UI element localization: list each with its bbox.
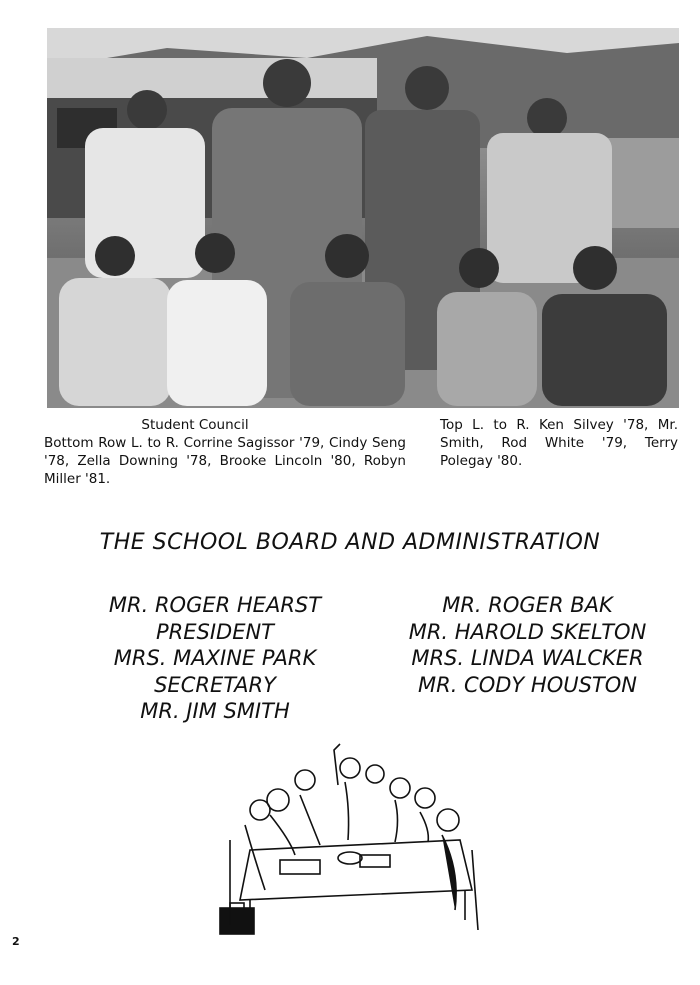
board-meeting-cartoon-illustration: [210, 740, 490, 940]
board-member: MR. HAROLD SKELTON: [408, 619, 647, 644]
board-member: MR. JIM SMITH: [140, 699, 290, 723]
student-council-photo: [47, 28, 679, 408]
board-title: SECRETARY: [154, 672, 276, 697]
section-heading: THE SCHOOL BOARD AND ADMINISTRATION: [99, 530, 601, 555]
board-title: PRESIDENT: [155, 619, 275, 644]
board-list-right: [385, 592, 670, 698]
caption-bottom-text: Bottom Row L. to R. Corrine Sagissor '79, Cindy Seng '78, Zella Downing '78, Brooke Lincoln '80, Robyn Miller '81.: [44, 435, 406, 487]
page-number: 2: [12, 935, 20, 948]
board-member: MRS. MAXINE PARK: [113, 646, 317, 670]
board-list-left: [70, 592, 360, 725]
caption-bottom-row: [44, 416, 406, 488]
caption-title: Student Council: [141, 417, 249, 433]
caption-top-row: Top L. to R. Ken Silvey '78, Mr. Smith, Rod White '79, Terry Polegay '80.: [440, 417, 678, 469]
board-member: MR. ROGER BAK: [442, 593, 613, 617]
board-member: MR. CODY HOUSTON: [417, 672, 637, 697]
board-member: MRS. LINDA WALCKER: [411, 646, 644, 670]
board-member: MR. ROGER HEARST: [108, 593, 322, 617]
